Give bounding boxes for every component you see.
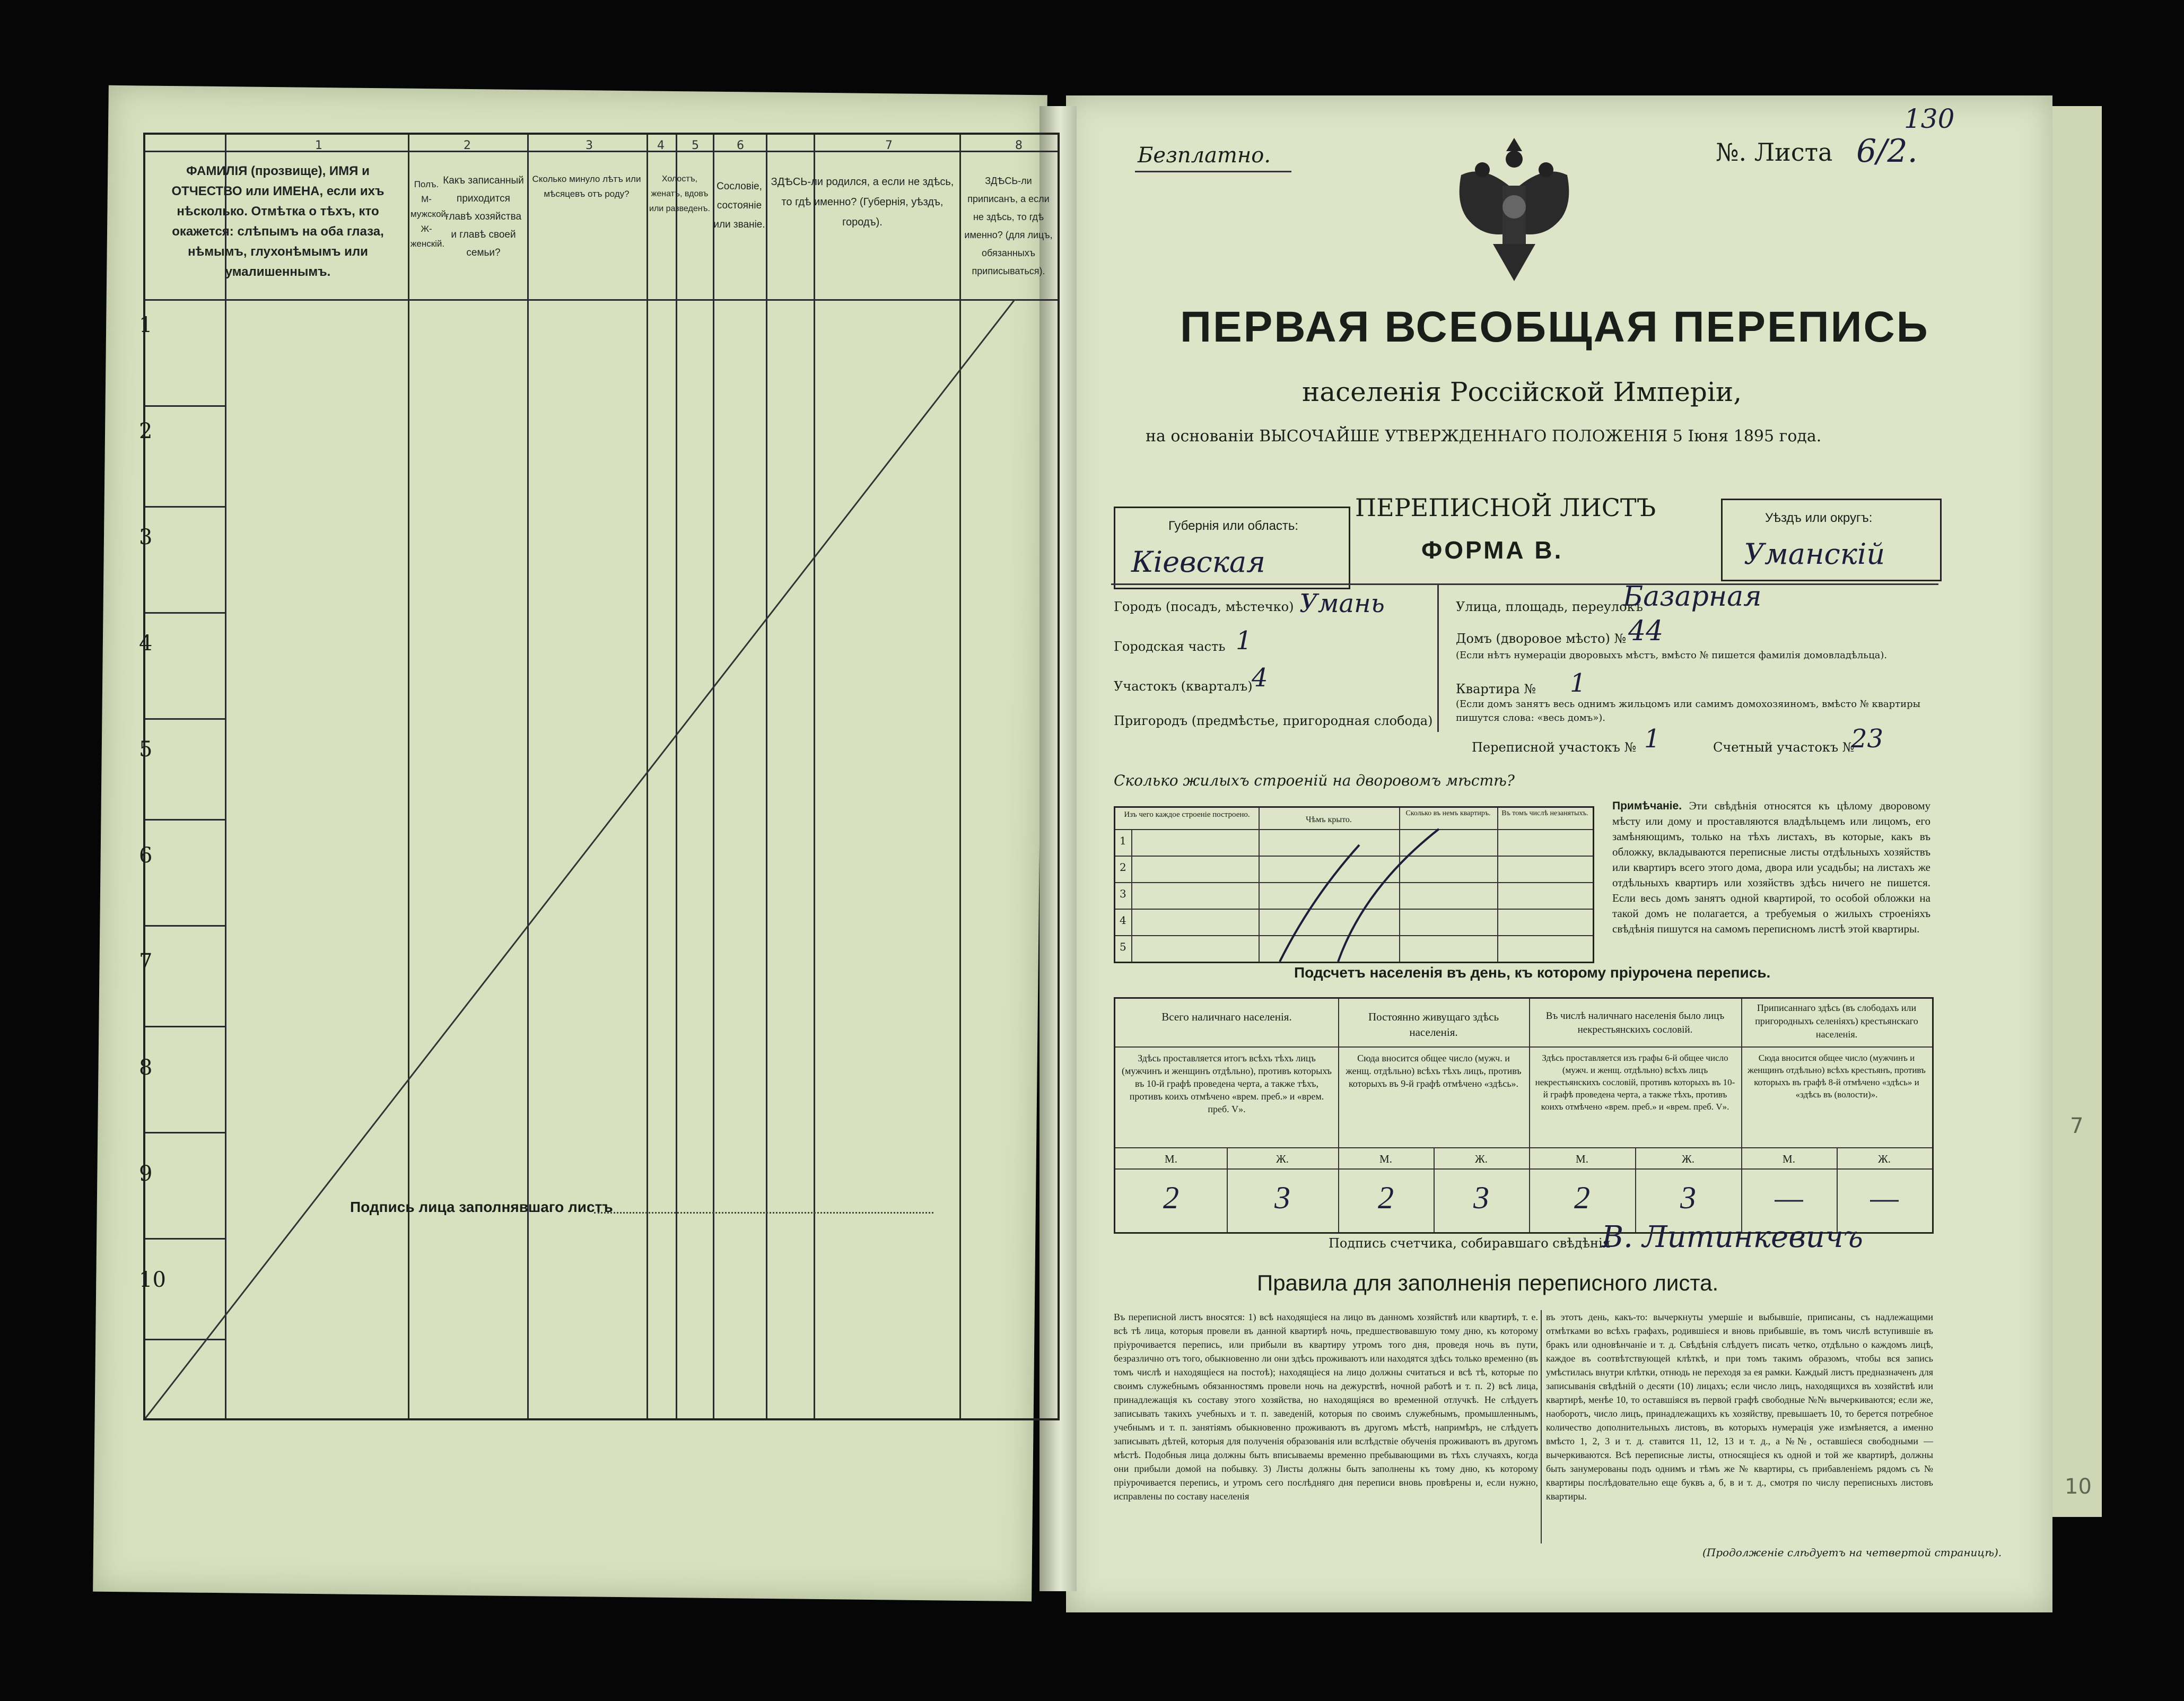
- city-part-value: 1: [1236, 626, 1252, 656]
- col-num-6: 6: [737, 139, 744, 152]
- col7-header: ЗДѢСЬ-ли родился, а если не здѣсь, то гдѣ именно? (Губернія, уѣздъ, городъ).: [771, 176, 954, 228]
- household-table: [143, 133, 1060, 1420]
- tally-nonpeasant-m: 2: [1574, 1180, 1590, 1215]
- col4-header: Сколько минуло лѣтъ или мѣсяцевъ отъ роду?: [532, 174, 641, 199]
- row-number: 2: [139, 419, 153, 443]
- counter-sig-label: Подпись счетчика, собиравшаго свѣдѣнія: [1329, 1236, 1611, 1251]
- kvartira-value: 1: [1570, 668, 1586, 698]
- col-num-8: 8: [1015, 139, 1023, 152]
- row-number: 1: [139, 313, 153, 337]
- uezd-box: Уѣздъ или округъ: Уманскій: [1721, 499, 1942, 581]
- tally-total-m: 2: [1163, 1180, 1179, 1215]
- rules-continued: (Продолженіе слѣдуетъ на четвертой страницѣ).: [1702, 1546, 2002, 1559]
- buildings-strike-lines: [1115, 808, 1593, 962]
- filler-signature-label: Подпись лица заполнявшаго листъ: [350, 1199, 613, 1215]
- tally-peasant-m: —: [1775, 1180, 1803, 1215]
- legal-basis: на основаніи ВЫСОЧАЙШЕ УТВЕРЖДЕННАГО ПОЛОЖЕНІЯ 5 Іюня 1895 года.: [1146, 427, 1822, 446]
- row-number: 4: [139, 631, 153, 656]
- row-number: 7: [139, 949, 153, 974]
- tally-title: Подсчетъ населенія въ день, къ которому пріурочена перепись.: [1294, 964, 1771, 981]
- rules-left-column: Въ переписной листъ вносятся: 1) всѣ находящіеся на лицо въ данномъ хозяйствѣ или квартирѣ, т. е. всѣ тѣ лица, которыя провели въ данной квартирѣ ночь, предшествовавшую тому дню, къ которому пріурочивается перепись, или прибыли въ квартиру утромъ того дня, проведя ночь въ пути, безразлично отъ того, обыкновенно ли они здѣсь проживаютъ или находятся здѣсь только временно (въ томъ числѣ и находящіеся на постоѣ); находящіеся на лицо должны считаться и всѣ тѣ, которые по своимъ служебнымъ обязанностямъ провели ночь на дежурствѣ, ночной работѣ и т. п. 2) всѣ лица, принадлежащія къ составу этого хозяйства, но находящіяся во временной отлучкѣ. Не слѣдуетъ записывать такихъ учебныхъ и т. п. заведеній, которыя по своимъ служебнымъ, промышленнымъ, учебнымъ и т. п. занятіямъ обыкновенно проживаютъ въ другомъ мѣстѣ, напримѣръ, не слѣдуетъ записывать дѣтей, которыя для полученія образованія или вслѣдствіе обученія проживаютъ въ другомъ мѣстѣ. Подобныя лица должны быть вписываемы временно пребывающими въ тѣхъ случаяхъ, когда они прибыли домой на побывку. 3) Листы должны быть заполнены къ тому дню, къ которому пріурочивается перепись, и утромъ сего послѣдняго дня переписи вновь провѣрены и, если нужно, исправлены по составу населенія: [1114, 1312, 1538, 1502]
- col2-header: Полъ. М-мужской. Ж-женскій.: [410, 179, 449, 249]
- buildings-note: Примѣчаніе. Эти свѣдѣнія относятся къ цѣлому дворовому мѣсту или дому и проставляются владѣльцемъ или лицомъ, его замѣняющимъ, только на тѣхъ листахъ, въ которые, какъ въ обложку, вкладываются переписные листы отдѣльныхъ хозяйствъ или квартиръ всего этого дома, двора или усадьбы; на листахъ же отдѣльныхъ квартиръ или хозяйствъ здѣсь ничего не пишется. Если весь домъ занятъ одной квартирой, то особой обложки на такой домъ не полагается, а требуемыя о жилыхъ строеніяхъ свѣдѣнія пишутся на самомъ переписномъ листѣ этой квартиры.: [1612, 799, 1930, 935]
- rules-title: Правила для заполненія переписного листа.: [1257, 1270, 1719, 1295]
- counter-sig-value: В. Литинкевичъ: [1602, 1220, 1864, 1254]
- row-number: 8: [139, 1056, 153, 1080]
- strike-diagonal: [145, 299, 1058, 1418]
- city-value: Умань: [1299, 589, 1385, 618]
- row-number: 3: [139, 525, 153, 549]
- col-num-4: 4: [657, 139, 665, 152]
- perepisnoy-value: 1: [1644, 724, 1661, 754]
- tally-table: Всего наличнаго населенія. Постоянно живущаго здѣсь населенія. Въ числѣ наличнаго населенія было лицъ некрестьянскихъ сословій. Приписаннаго здѣсь (въ слободахъ или пригородныхъ селеніяхъ) крестьянскаго населенія. Здѣсь проставляется итогъ всѣхъ тѣхъ лицъ (мужчинъ и женщинъ отдѣльно), противъ которыхъ въ 10-й графѣ проведена черта, а также тѣхъ, противъ коихъ отмѣчено «врем. преб.» и «врем. преб. V». Сюда вносится общее число (мужч. и женщ. отдѣльно) всѣхъ тѣхъ лицъ, противъ которыхъ въ 9-й графѣ отмѣчено «здѣсь». Здѣсь проставляется изъ графы 6-й общее число (мужч. и женщ. отдѣльно) всѣхъ лицъ некрестьянскихъ сословій, противъ которыхъ въ 10-й графѣ проведена черта, а также тѣхъ, противъ коихъ отмѣчено «врем. преб.» и «врем. преб. V». Сюда вносится общее число (мужчинъ и женщинъ отдѣльно) всѣхъ крестьянъ, противъ которыхъ въ графѣ 8-й отмѣчено «здѣсь» и «здѣсь въ (волости)». М. Ж. М. Ж. М. Ж. М. Ж. 2 3 2 3 2 3 — —: [1114, 997, 1934, 1234]
- tally-peasant-f: —: [1870, 1180, 1899, 1215]
- tally-total-f: 3: [1274, 1180, 1290, 1215]
- subtitle: населенія Россійской Имперіи,: [1302, 377, 1742, 407]
- double-eagle-emblem-icon: [1451, 127, 1578, 286]
- uezd-value: Уманскій: [1744, 537, 1885, 571]
- street-value: Базарная: [1623, 581, 1762, 613]
- free-label: Безплатно.: [1138, 143, 1271, 168]
- col-num-2: 2: [464, 139, 471, 152]
- sheet-no-value: 6/2.: [1856, 133, 1918, 170]
- stamp-number: 130: [1904, 103, 1955, 134]
- col5-header: Холостъ, женатъ, вдовъ или разведенъ.: [649, 175, 710, 213]
- buildings-table: Изъ чего каждое строеніе построено. Чѣмъ крыто. Сколько въ немъ квартиръ. Въ томъ числѣ незанятыхъ. 1 2 3 4 5: [1114, 806, 1594, 963]
- col1-header: ФАМИЛІЯ (прозвище), ИМЯ и ОТЧЕСТВО или ИМЕНА, если ихъ нѣсколько. Отмѣтка о тѣхъ, кто окажется: слѣпымъ на оба глаза, нѣмымъ, глухонѣмымъ или умалишеннымъ.: [171, 164, 385, 279]
- col-num-7: 7: [885, 139, 893, 152]
- sheet-title: ПЕРЕПИСНОЙ ЛИСТЪ: [1355, 493, 1656, 522]
- tally-resident-m: 2: [1378, 1180, 1394, 1215]
- tally-nonpeasant-f: 3: [1680, 1180, 1696, 1215]
- buildings-question: Сколько жилыхъ строеній на дворовомъ мѣстѣ?: [1114, 772, 1515, 789]
- col-num-5: 5: [692, 139, 699, 152]
- col-num-1: 1: [315, 139, 322, 152]
- col6-header: Сословіе, состояніе или званіе.: [713, 181, 765, 230]
- sheet-no-label: №. Листа: [1716, 138, 1833, 167]
- col3-header: Какъ записанный приходится главѣ хозяйства и главѣ своей семьи?: [443, 175, 524, 258]
- edge-fragment: 10: [2065, 1475, 2092, 1499]
- row-number: 5: [139, 737, 153, 762]
- tally-resident-f: 3: [1473, 1180, 1489, 1215]
- main-title: ПЕРВАЯ ВСЕОБЩАЯ ПЕРЕПИСЬ: [1180, 303, 1929, 351]
- gubernia-box: Губернія или область: Кіевская: [1114, 507, 1350, 589]
- col8-header: ЗДѢСЬ-ли приписанъ, а если не здѣсь, то гдѣ именно? (для лицъ, обязанныхъ приписываться).: [964, 176, 1053, 276]
- house-value: 44: [1628, 615, 1664, 647]
- row-number: 6: [139, 843, 153, 868]
- col-num-3: 3: [586, 139, 593, 152]
- uchastok-value: 4: [1252, 663, 1268, 693]
- row-number: 9: [139, 1162, 153, 1186]
- rules-right-column: въ этотъ день, какъ-то: вычеркнуты умершіе и выбывшіе, приписаны, съ надлежащими отмѣтками во всѣхъ графахъ, родившіеся и вновь прибывшіе, въ томъ числѣ вступившіе въ бракъ или одновѣнчаніе и т. д. Свѣдѣнія слѣдуетъ писать четко, отдѣльно о каждомъ лицѣ, каждое въ соотвѣтствующей клѣткѣ, и при томъ такимъ образомъ, чтобы вся запись умѣстилась внутри клѣтки, отнюдь не переходя за ея рамки. Каждый листъ предназначенъ для записыванія свѣдѣній о десяти (10) лицахъ; если число лицъ, находящихся въ хозяйствѣ или квартирѣ, менѣе 10, то оставшіяся въ первой графѣ свободные №№ вычеркиваются; если же, наоборотъ, число лицъ, принадлежащихъ къ хозяйству, превышаетъ 10, то берется потребное количество дополнительныхъ листовъ, въ которыхъ нумерація уже измѣняется, а именно вмѣсто 1, 2, 3 и т. д. ставится 11, 12, 13 и т. д., а №№, оставшіеся свободными — вычеркиваются. Всѣ переписные листы, относящіеся къ одной и той же квартирѣ, должны быть занумерованы подъ однимъ и тѣмъ же № квартиры, съ прибавленіемъ рядомъ съ № квартиры послѣдовательно еще буквъ а, б, в и т. д., смотря по числу переписныхъ листовъ квартиры.: [1546, 1312, 1933, 1502]
- form-label: ФОРМА В.: [1421, 536, 1563, 564]
- row-number: 10: [139, 1268, 166, 1292]
- gubernia-value: Кіевская: [1131, 545, 1265, 579]
- schetny-value: 23: [1851, 724, 1884, 754]
- edge-fragment: 7: [2070, 1114, 2084, 1138]
